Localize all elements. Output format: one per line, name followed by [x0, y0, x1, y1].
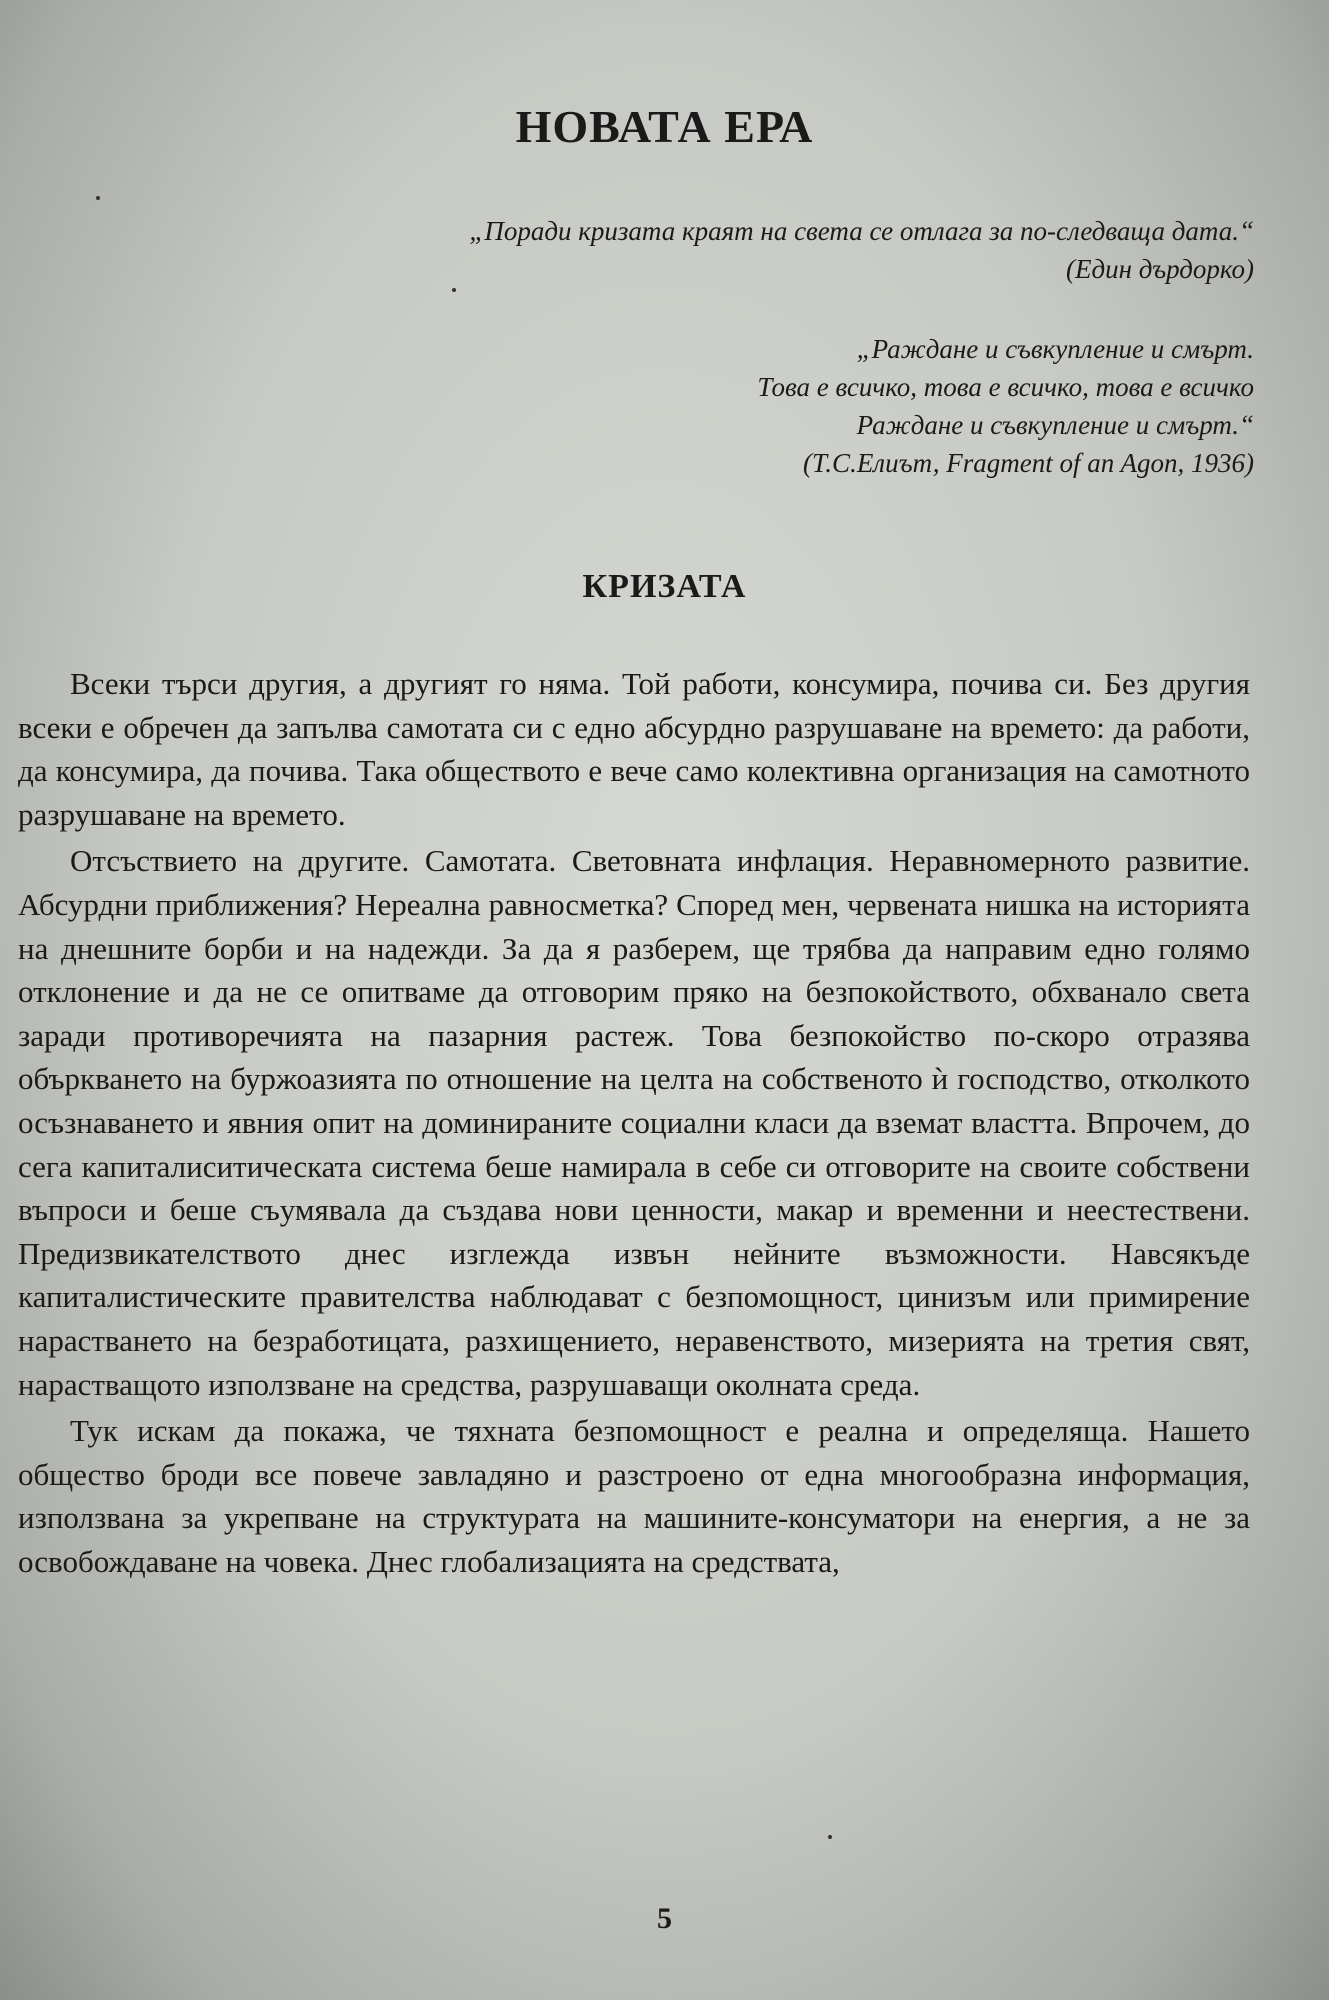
- epigraph-2: [757, 330, 1254, 482]
- epigraph-1: [469, 212, 1254, 288]
- epigraph-2-attribution: (Т.С.Елиът, Fragment of an Agon, 1936): [803, 448, 1254, 478]
- paragraph-3: Тук искам да покажа, че тяхната безпомощност е реална и определяща. Нашето общество броди все повече завладяно и разстроено от една многообразна информация, използвана за укрепване на структурата на машините-консуматори на енергия, а не за освобождаване на човека. Днес глобализацията на средствата,: [18, 1413, 1250, 1579]
- paper-speck: [452, 288, 456, 292]
- epigraph-2-line-1: „Раждане и съвкупление и смърт.: [856, 334, 1254, 364]
- epigraph-1-attribution: (Един дърдорко): [1066, 254, 1254, 284]
- paper-speck: [828, 1835, 832, 1839]
- epigraph-2-line-3: Раждане и съвкупление и смърт.“: [856, 410, 1254, 440]
- epigraph-1-quote: „Поради кризата краят на света се отлага за по-следваща дата.“: [469, 216, 1254, 246]
- body-text: [18, 662, 1250, 1583]
- epigraph-2-line-2: Това е всичко, това е всичко, това е всичко: [757, 372, 1254, 402]
- page-number: 5: [657, 1902, 672, 1935]
- chapter-title: НОВАТА ЕРА: [515, 101, 814, 152]
- paper-speck: [96, 196, 100, 200]
- paragraph-1: Всеки търси другия, а другият го няма. Той работи, консумира, почива си. Без другия всеки е обречен да запълва самотата си с едно абсурдно разрушаване на времето: да работи, да консумира, да почива. Така обществото е вече само колективна организация на самотното разрушаване на времето.: [18, 666, 1250, 832]
- section-title: КРИЗАТА: [582, 568, 747, 605]
- paragraph-2: Отсъствието на другите. Самотата. Световната инфлация. Неравномерното развитие. Абсурдни приближения? Нереална равносметка? Според мен, червената нишка на историята на днешните борби и на надежди. За да я разберем, ще трябва да направим едно голямо отклонение и да не се опитваме да отговорим пряко на безпокойството, обхванало света заради противоречията на пазарния растеж. Това безпокойство по-скоро отразява объркването на буржоазията по отношение на целта на собственото ѝ господство, отколкото осъзнаването и явния опит на доминираните социални класи да вземат властта. Впрочем, до сега капиталиситическата система беше намирала в себе си отговорите на своите собствени въпроси и беше съумявала да създава нови ценности, макар и временни и неестествени. Предизвикателството днес изглежда извън нейните възможности. Навсякъде капиталистическите правителства наблюдават с безпомощност, цинизъм или примирение нарастването на безработицата, разхищението, неравенството, мизерията на третия свят, нарастващото използване на средства, разрушаващи околната среда.: [18, 843, 1250, 1402]
